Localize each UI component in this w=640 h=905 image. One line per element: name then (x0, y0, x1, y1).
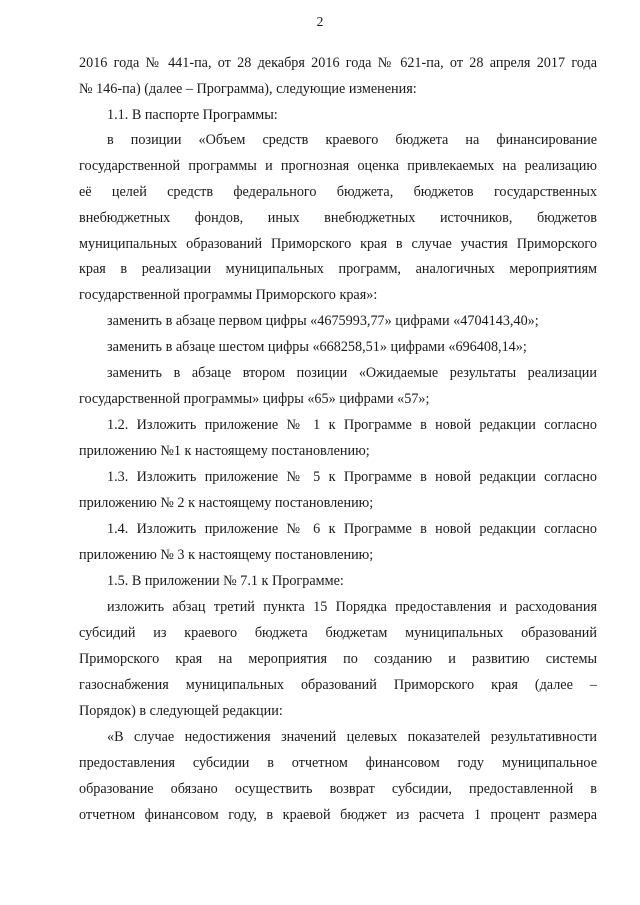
text-line: 1.5. В приложении № 7.1 к Программе: (107, 573, 344, 589)
text-line: 1.2. Изложить приложение № 1 к Программе в новой редакции согласно (107, 417, 597, 433)
text-line: 1.1. В паспорте Программы: (107, 107, 278, 123)
text-line: в позиции «Объем средств краевого бюджета на финансирование (107, 132, 597, 148)
text-line: Порядок) в следующей редакции: (79, 703, 283, 719)
text-line: государственной программы» цифры «65» цифрами «57»; (79, 391, 430, 407)
text-line: её целей средств федерального бюджета, бюджетов государственных (79, 184, 597, 200)
text-line: отчетном финансовом году, в краевой бюджет из расчета 1 процент размера (79, 807, 597, 823)
text-line: образование обязано осуществить возврат субсидии, предоставленной в (79, 781, 597, 797)
text-line: внебюджетных фондов, иных внебюджетных источников, бюджетов (79, 210, 597, 226)
text-line: приложению № 2 к настоящему постановлению; (79, 495, 374, 511)
text-line: муниципальных образований Приморского края в случае участия Приморского (79, 236, 597, 252)
text-line: государственной программы и прогнозная оценка привлекаемых на реализацию (79, 158, 597, 174)
text-line: 1.4. Изложить приложение № 6 к Программе в новой редакции согласно (107, 521, 597, 537)
text-line: изложить абзац третий пункта 15 Порядка предоставления и расходования (107, 599, 597, 615)
page-number: 2 (316, 14, 324, 29)
text-line: предоставления субсидии в отчетном финансовом году муниципальное (79, 755, 597, 771)
text-line: края в реализации муниципальных программ, аналогичных мероприятиям (79, 261, 597, 277)
text-line: № 146-па) (далее – Программа), следующие изменения: (79, 81, 417, 97)
text-line: 2016 года № 441-па, от 28 декабря 2016 года № 621-па, от 28 апреля 2017 года (79, 55, 597, 71)
text-line: Приморского края на мероприятия по созданию и развитию системы (79, 651, 597, 667)
text-line: «В случае недостижения значений целевых показателей результативности (107, 729, 597, 745)
text-line: приложению № 3 к настоящему постановлению; (79, 547, 374, 563)
text-line: заменить в абзаце первом цифры «4675993,77» цифрами «4704143,40»; (107, 313, 539, 329)
text-line: заменить в абзаце шестом цифры «668258,51» цифрами «696408,14»; (107, 339, 527, 355)
text-line: субсидий из краевого бюджета бюджетам муниципальных образований (79, 625, 597, 641)
text-line: 1.3. Изложить приложение № 5 к Программе в новой редакции согласно (107, 469, 597, 485)
text-line: приложению №1 к настоящему постановлению; (79, 443, 370, 459)
text-line: государственной программы Приморского края»: (79, 287, 378, 303)
text-line: газоснабжения муниципальных образований Приморского края (далее – (79, 677, 597, 693)
text-line: заменить в абзаце втором позиции «Ожидаемые результаты реализации (107, 365, 597, 381)
